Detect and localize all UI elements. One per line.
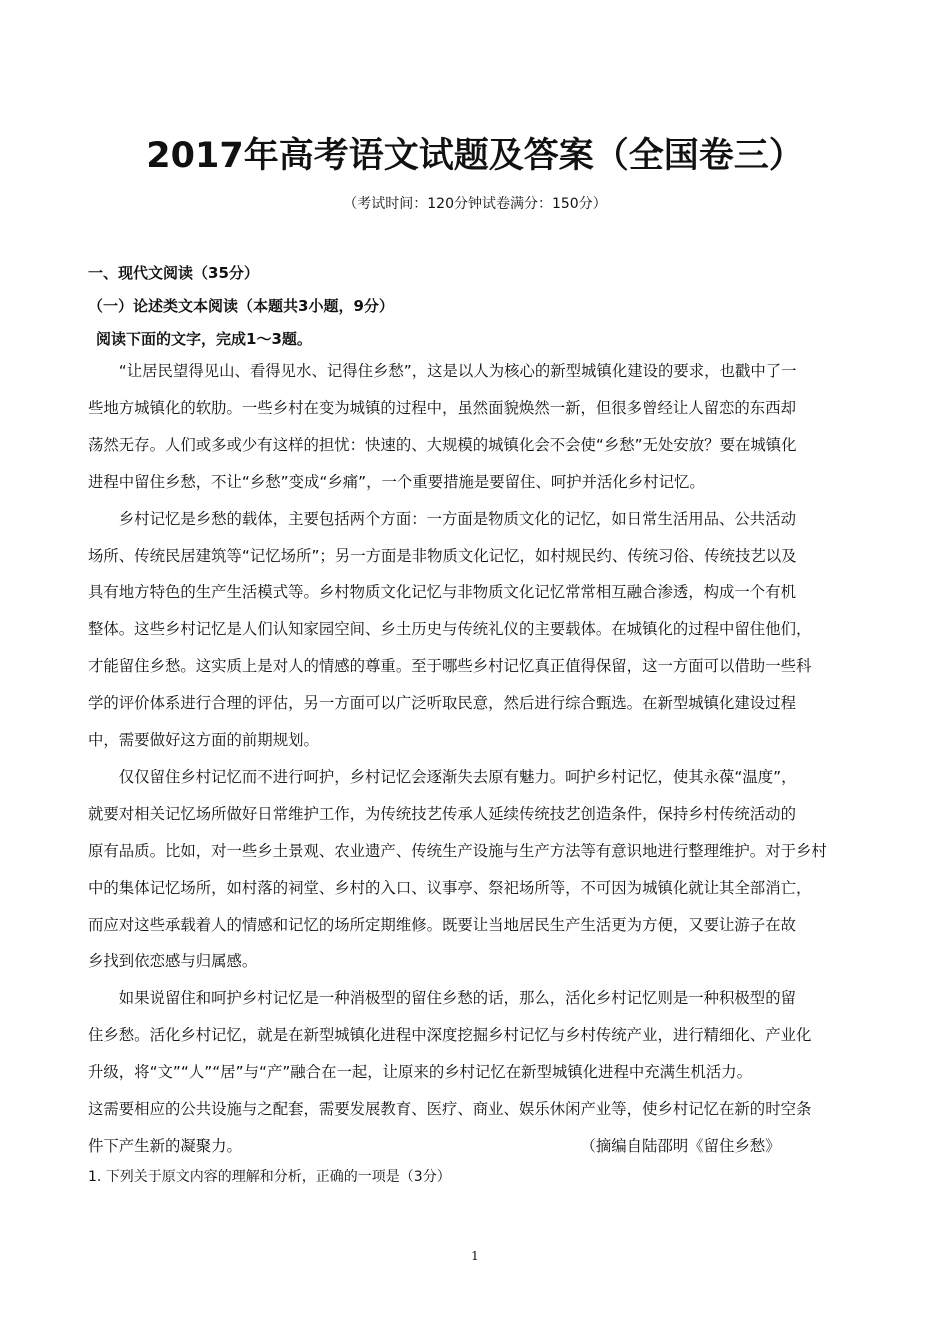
passage-line: 学的评价体系进行合理的评估，另一方面可以广泛听取民意，然后进行综合甄选。在新型城镇化建设过程	[88, 694, 796, 713]
passage-line: 而应对这些承载着人的情感和记忆的场所定期维修。既要让当地居民生产生活更为方便，又要让游子在故	[88, 915, 796, 934]
exam-info: （考试时间：120分钟试卷满分：150分）	[343, 196, 607, 212]
passage-line: “让居民望得见山、看得见水、记得住乡愁”，这是以人为核心的新型城镇化建设的要求，也戳中了一	[88, 362, 797, 380]
passage-line: 如果说留住和呵护乡村记忆是一种消极型的留住乡愁的话，那么，活化乡村记忆则是一种积极型的留	[88, 989, 796, 1008]
passage-line: 就要对相关记忆场所做好日常维护工作，为传统技艺传承人延续传统技艺创造条件，保持乡村传统活动的	[88, 804, 796, 823]
passage-line: 这需要相应的公共设施与之配套，需要发展教育、医疗、商业、娱乐休闲产业等，使乡村记忆在新的时空条	[88, 1100, 812, 1118]
passage-line: 进程中留住乡愁，不让“乡愁”变成“乡痛”，一个重要措施是要留住、呵护并活化乡村记忆。	[88, 472, 705, 491]
page-number: 1	[471, 1249, 479, 1263]
section-heading: 一、现代文阅读（35分）	[88, 264, 259, 282]
passage-line: 才能留住乡愁。这实质上是对人的情感的尊重。至于哪些乡村记忆真正值得保留，这一方面可以借助一些科	[88, 657, 812, 676]
passage-line: 整体。这些乡村记忆是人们认知家园空间、乡土历史与传统礼仪的主要载体。在城镇化的过程中留住他们，	[88, 620, 812, 639]
passage-line: 中，需要做好这方面的前期规划。	[88, 731, 319, 749]
passage-line: 具有地方特色的生产生活模式等。乡村物质文化记忆与非物质文化记忆常常相互融合渗透，构成一个有机	[88, 583, 796, 602]
passage-line: 些地方城镇化的软肋。一些乡村在变为城镇的过程中，虽然面貌焕然一新，但很多曾经让人留恋的东西却	[88, 398, 796, 417]
passage-line: 乡村记忆是乡愁的载体，主要包括两个方面：一方面是物质文化的记忆，如日常生活用品、公共活动	[88, 509, 796, 528]
passage-line: 中的集体记忆场所，如村落的祠堂、乡村的入口、议事亭、祭祀场所等，不可因为城镇化就让其全部消亡，	[88, 878, 812, 897]
passage-line: 场所、传统民居建筑等“记忆场所”；另一方面是非物质文化记忆，如村规民约、传统习俗、传统技艺以及	[88, 546, 797, 565]
passage-line: 仅仅留住乡村记忆而不进行呵护，乡村记忆会逐渐失去原有魅力。呵护乡村记忆，使其永葆“温度”，	[88, 767, 797, 786]
passage-line: 荡然无存。人们或多或少有这样的担忧：快速的、大规模的城镇化会不会使“乡愁”无处安放？要在城镇化	[88, 435, 797, 454]
passage-line: 升级，将“文”“人”“居”与“产”融合在一起，让原来的乡村记忆在新型城镇化进程中充满生机活力。	[88, 1063, 753, 1082]
reading-instruction: 阅读下面的文字，完成1～3题。	[96, 330, 312, 348]
subsection-heading: （一）论述类文本阅读（本题共3小题，9分）	[88, 297, 394, 315]
passage-line: 原有品质。比如，对一些乡土景观、农业遗产、传统生产设施与生产方法等有意识地进行整理维护。对于乡村	[88, 841, 827, 860]
passage-line: 住乡愁。活化乡村记忆，就是在新型城镇化进程中深度挖掘乡村记忆与乡村传统产业，进行精细化、产业化	[88, 1026, 812, 1045]
passage-line: 件下产生新的凝聚力。 （摘编自陆邵明《留住乡愁》	[88, 1136, 781, 1155]
passage-line: 乡找到依恋感与归属感。	[88, 952, 258, 971]
question-1: 1. 下列关于原文内容的理解和分析，正确的一项是（3分）	[88, 1169, 451, 1185]
page-title: 2017年高考语文试题及答案（全国卷三）	[146, 136, 804, 176]
